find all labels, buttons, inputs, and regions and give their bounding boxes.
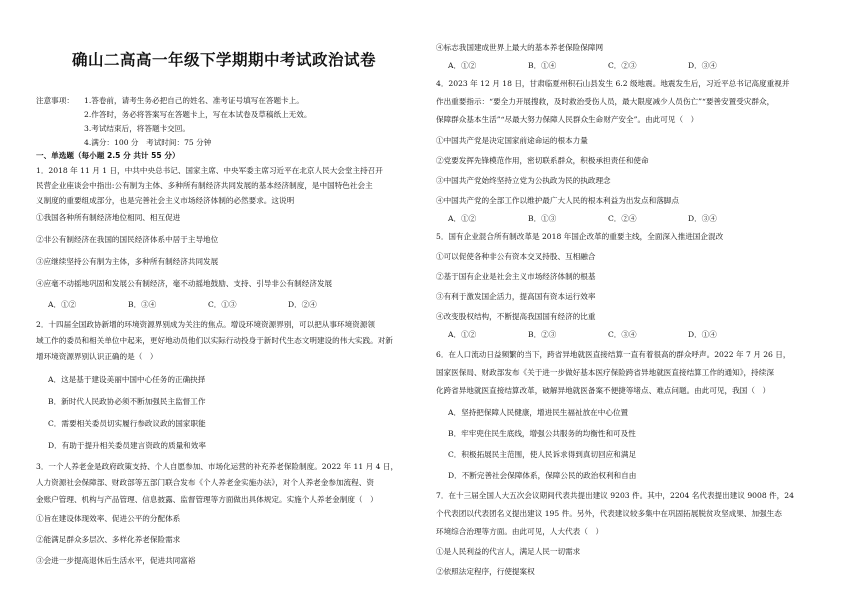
choice-item: ②党要发挥先锋模范作用，密切联系群众，积极承担责任和使命 (436, 156, 649, 165)
question-text: 5．国有企业混合所有制改革是 2018 年国企改革的重要主线，全面深入推进国企混改 (436, 232, 724, 241)
question-text: 义制度的重要组成部分，也是完善社会主义市场经济体制的必然要求。这说明 (36, 196, 295, 205)
answer-option: C．②③ (608, 61, 637, 70)
question-text: 3．一个人养老金是政府政策支持、个人自愿参加、市场化运营的补充养老保险制度。2022 年 11 月 4 日， (36, 462, 399, 471)
choice-item: ③中国共产党始终坚持立党为公执政为民的执政理念 (436, 176, 611, 185)
question-text: 个代表团以代表团名义提出建议 195 件。另外，代表建议较多集中在巩固拓展脱贫攻坚成果、加强生态 (436, 509, 782, 518)
choice-item: ①中国共产党是决定国家前途命运的根本力量 (436, 136, 588, 145)
section-heading: 一、单选题（每小题 2.5 分 共计 55 分） (36, 151, 180, 160)
note-item: 3.考试结束后，将答题卡交回。 (84, 124, 190, 133)
choice-item: ②非公有制经济在我国的国民经济体系中居于主导地位 (36, 235, 219, 244)
choice-item: ④应毫不动摇地巩固和发展公有制经济，毫不动摇地鼓励、支持、引导非公有制经济发展 (36, 279, 333, 288)
choice-item: ②依照法定程序，行使提案权 (436, 567, 535, 576)
question-text: 作出重要指示：“要全力开展搜救，及时救治受伤人员，最大限度减少人员伤亡”“要善安置受灾群众， (436, 97, 775, 106)
answer-option: B．①③ (528, 214, 557, 223)
question-text: 环境综合治理等方面。由此可见，人大代表（ ） (436, 527, 604, 536)
answer-option: A．这是基于建设美丽中国中心任务的正确抉择 (48, 375, 206, 384)
answer-option: A．坚持把保障人民健康，增进民生福祉放在中心位置 (448, 408, 629, 417)
answer-option: A．①② (448, 61, 477, 70)
choice-item: ②基于国有企业是社会主义市场经济体制的根基 (436, 272, 596, 281)
note-item: 2.作答时，务必将答案写在答题卡上，写在本试卷及草稿纸上无效。 (84, 110, 312, 119)
note-item: 1.答卷前，请考生务必把自己的姓名、准考证号填写在答题卡上。 (84, 96, 304, 105)
answer-option: B．新时代人民政协必须不断加强民主监督工作 (48, 397, 206, 406)
question-text: 7．在十三届全国人大五次会议期间代表共提出建议 9203 件。其中，2204 名代表提出建议 9008 件，24 (436, 491, 794, 500)
answer-option: C．①③ (208, 300, 237, 309)
choice-item: ①旨在建设体现效率、促进公平的分配体系 (36, 514, 181, 523)
answer-option: D．不断完善社会保障体系，保障公民的政治权利和自由 (448, 471, 637, 480)
question-text: 人力资源社会保障部、财政部等五部门联合发布《个人养老金实施办法》，对个人养老金参加流程、资 (36, 478, 374, 487)
question-text: 保障群众基本生活”“尽最大努力保障人民群众生命财产安全”。由此可见（ ） (436, 115, 699, 124)
choice-item: ④改变股权结构，不断提高我国国有经济的比重 (436, 312, 596, 321)
choice-item: ④标志我国建成世界上最大的基本养老保险保障网 (436, 43, 604, 52)
choice-item: ③有利于激发国企活力，提高国有资本运行效率 (436, 292, 596, 301)
choice-item: ③应继续坚持公有制为主体，多种所有制经济共同发展 (36, 257, 219, 266)
choice-item: ①是人民利益的代言人，满足人民一切需求 (436, 547, 581, 556)
answer-option: A．①② (448, 214, 477, 223)
question-text: 国家医保局、财政部发布《关于进一步做好基本医疗保险跨省异地就医直接结算工作的通知》，持续深 (436, 368, 774, 377)
answer-option: D．②④ (288, 300, 317, 309)
choice-item: ③会进一步提高退休后生活水平，促进共同富裕 (36, 556, 196, 565)
exam-title: 确山二高高一年级下学期期中考试政治试卷 (72, 51, 377, 69)
question-text: 化跨省异地就医直接结算改革，破解异地就医备案不便捷等堵点、难点问题。由此可见，我国（ ） (436, 386, 771, 395)
choice-item: ①我国各种所有制经济地位相同、相互促进 (36, 213, 181, 222)
question-text: 1．2018 年 11 月 1 日，中共中央总书记、国家主席、中央军委主席习近平在北京人民大会堂主持召开 (36, 166, 383, 175)
answer-option: D．有助于提升相关委员建言资政的质量和效率 (48, 441, 206, 450)
answer-option: B．①④ (528, 61, 557, 70)
question-text: 域工作的委员和相关单位中起来，更好地动员他们以实际行动投身于新时代生态文明建设的伟大实践。对新 (36, 336, 393, 345)
answer-option: B．牢牢兜住民生底线，增强公共服务的均衡性和可及性 (448, 429, 636, 438)
answer-option: C．②④ (608, 214, 637, 223)
question-text: 增环境资源界别认识正确的是（ ） (36, 352, 158, 361)
answer-option: B．②③ (528, 330, 557, 339)
answer-option: A．①② (448, 330, 477, 339)
answer-option: C．积极拓展民主范围，使人民诉求得到真切回应和满足 (448, 450, 637, 459)
question-text: 金账户管理、机构与产品管理、信息披露、监督管理等方面做出具体规定。实施个人养老金制度（ ） (36, 495, 378, 504)
note-item: 4.满分：100 分 考试时间：75 分钟 (84, 138, 212, 147)
question-text: 4．2023 年 12 月 18 日，甘肃临夏州积石山县发生 6.2 级地震。地震发生后，习近平总书记高度重视并 (436, 79, 790, 88)
question-text: 民营企业座谈会中指出:公有制为主体、多种所有制经济共同发展的基本经济制度，是中国特色社会主 (36, 181, 373, 190)
answer-option: D．③④ (688, 61, 717, 70)
choice-item: ①可以促使各种非公有资本交叉持股、互相融合 (436, 252, 596, 261)
choice-item: ②能满足群众多层次、多样化养老保险需求 (36, 535, 181, 544)
question-text: 6．在人口流动日益频繁的当下，跨省异地就医直接结算一直有着很高的群众呼声。2022 年 7 月 26 日， (436, 350, 791, 359)
answer-option: D．③④ (688, 214, 717, 223)
notes-label: 注意事项： (36, 96, 74, 105)
choice-item: ④中国共产党的全部工作以维护最广大人民的根本利益为出发点和落脚点 (436, 196, 679, 205)
answer-option: D．①④ (688, 330, 717, 339)
answer-option: C．③④ (608, 330, 637, 339)
question-text: 2．十四届全国政协新增的环境资源界别成为关注的焦点。增设环境资源界别，可以把从事环境资源领 (36, 320, 375, 329)
answer-option: A．①② (48, 300, 77, 309)
answer-option: C．需要相关委员切实履行参政议政的国家职能 (48, 419, 206, 428)
answer-option: B．③④ (128, 300, 157, 309)
